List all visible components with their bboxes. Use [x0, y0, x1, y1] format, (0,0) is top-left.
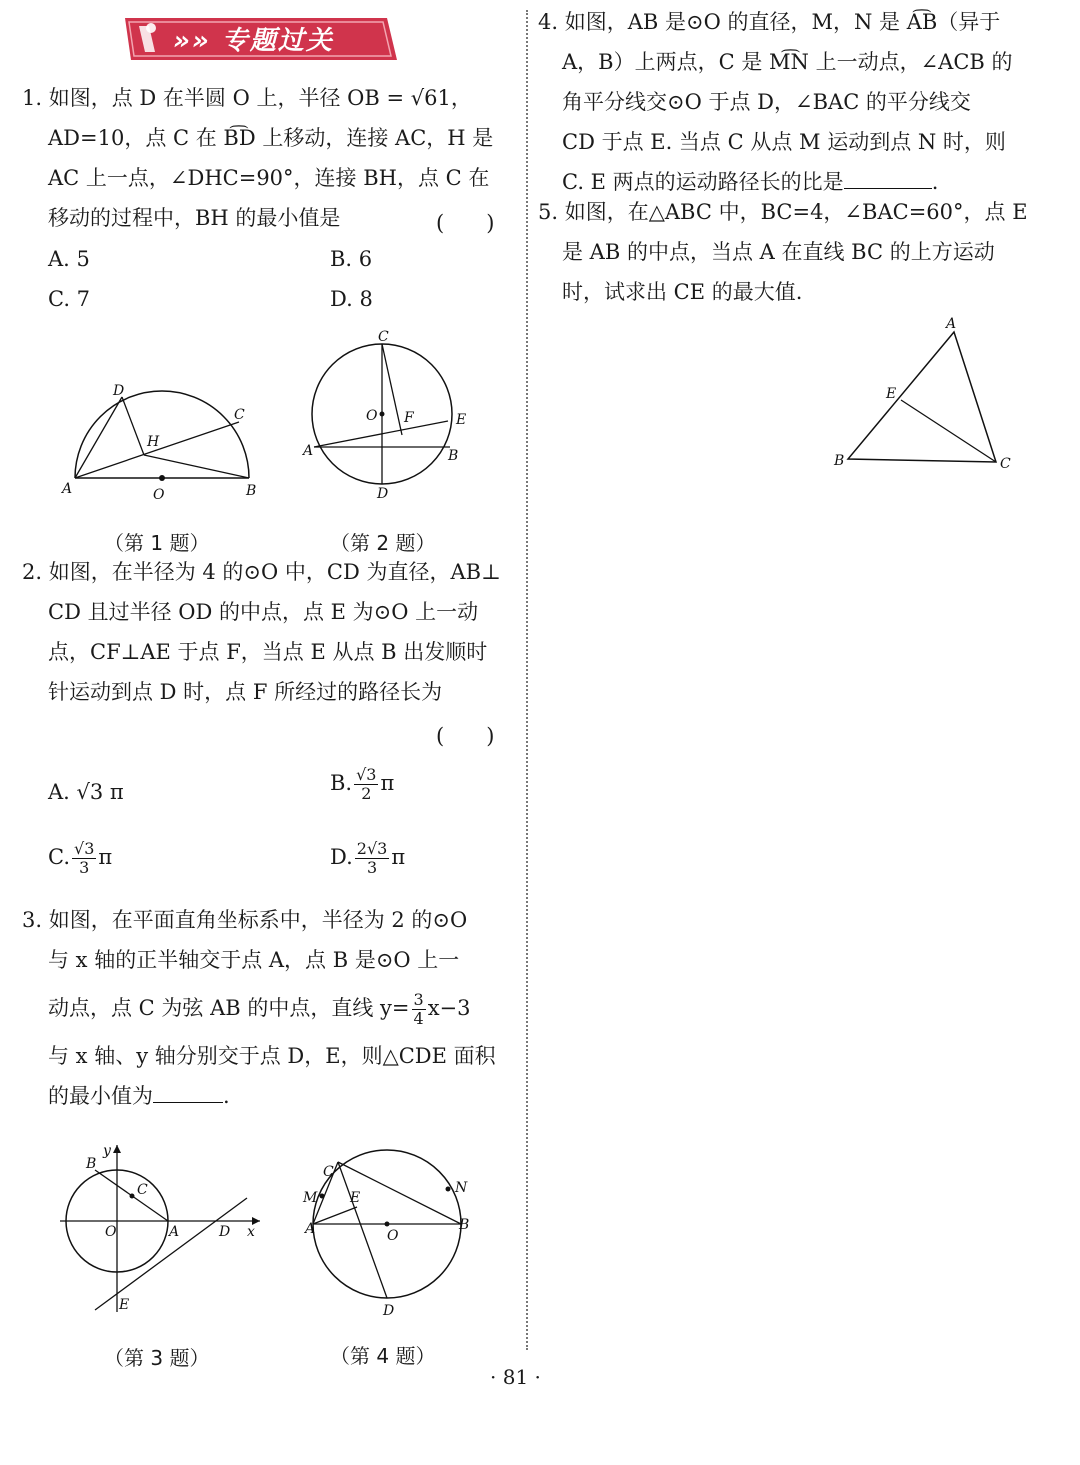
q2-line: 针运动到点 D 时，点 F 所经过的路径长为 — [48, 680, 443, 704]
q3-slope-den: 4 — [413, 1009, 424, 1028]
q2-option-b-den: 2 — [361, 784, 372, 803]
q1-line: 移动的过程中，BH 的最小值是 — [48, 206, 341, 230]
q4-line: A，B）上两点，C 是 M͡N 上一动点，∠ACB 的 — [562, 50, 1013, 74]
fig4-caption: （第 4 题） — [330, 1344, 436, 1368]
fig1-label-C: C — [234, 407, 245, 423]
q5-line: 是 AB 的中点，当点 A 在直线 BC 的上方运动 — [562, 240, 995, 264]
fig3-label-C: C — [137, 1182, 148, 1198]
fig4-label-N: N — [455, 1180, 468, 1196]
fig5-label-C: C — [1000, 456, 1011, 472]
q4-answer-blank[interactable] — [844, 188, 932, 189]
q2-line: 点，CF⊥AE 于点 F，当点 E 从点 B 出发顺时 — [48, 640, 488, 664]
fig3-label-D: D — [219, 1224, 231, 1240]
section-banner — [125, 14, 397, 87]
fig4-label-C: C — [323, 1164, 334, 1180]
q2-line: CD 且过半径 OD 的中点，点 E 为⊙O 上一动 — [48, 600, 479, 624]
q5-line: 5. 如图，在△ABC 中，BC=4，∠BAC=60°，点 E — [538, 200, 1028, 224]
fig4-label-A: A — [305, 1221, 316, 1237]
q2-option-c-num: √3 — [74, 839, 95, 858]
fig4-label-O: O — [387, 1228, 399, 1244]
q4-line: 角平分线交⊙O 于点 D，∠BAC 的平分线交 — [562, 90, 971, 114]
q4-line5-end: . — [931, 170, 939, 194]
q2-option-c-fraction — [72, 840, 96, 877]
q2-option-d-den: 3 — [366, 858, 378, 877]
q3-line3-suffix: x−3 — [427, 996, 471, 1020]
q4-line5: C. E 两点的运动路径长的比是 — [562, 170, 844, 194]
q3-line: 与 x 轴、y 轴分别交于点 D，E，则△CDE 面积 — [48, 1044, 496, 1068]
question-5 — [538, 192, 1068, 312]
question-4 — [538, 2, 1068, 202]
fig2-label-D: D — [377, 486, 389, 502]
q1-answer-paren: ( ) — [436, 211, 495, 235]
q1-option-a: A. 5 — [48, 247, 90, 271]
banner-title: »» 专题过关 ««« — [173, 26, 334, 87]
question-3 — [22, 900, 517, 1116]
q3-answer-blank[interactable] — [153, 1102, 223, 1103]
q4-line: 4. 如图，AB 是⊙O 的直径，M，N 是 A͡B（异于 — [538, 10, 1001, 34]
q1-option-d: D. 8 — [330, 287, 373, 311]
q3-line3-prefix: 动点，点 C 为弦 AB 的中点，直线 y= — [48, 996, 410, 1020]
q2-option-d — [330, 840, 405, 877]
q2-option-d-pi: π — [391, 845, 406, 869]
q2-option-b-letter: B. — [330, 771, 353, 795]
fig1-caption: （第 1 题） — [104, 531, 210, 555]
q1-option-b: B. 6 — [330, 247, 373, 271]
fig4-label-M: M — [303, 1190, 318, 1206]
fig3-label-y: y — [103, 1143, 111, 1159]
q3-slope-num: 3 — [413, 990, 424, 1009]
q2-option-c — [48, 840, 112, 877]
q3-line — [22, 980, 517, 1036]
q2-option-b-num: √3 — [356, 765, 377, 784]
fig4-label-E: E — [350, 1190, 361, 1206]
q2-answer-paren: ( ) — [436, 724, 495, 748]
q2-option-d-fraction — [355, 840, 390, 877]
q4-line: CD 于点 E. 当点 C 从点 M 运动到点 N 时，则 — [562, 130, 1006, 154]
fig5-label-B: B — [834, 453, 845, 469]
q1-option-c: C. 7 — [48, 287, 91, 311]
q3-line5-end: . — [223, 1084, 230, 1108]
fig2-label-A: A — [303, 443, 314, 459]
fig2-caption: （第 2 题） — [330, 531, 436, 555]
fig3-label-x: x — [247, 1224, 255, 1240]
fig5-label-E: E — [886, 386, 897, 402]
q5-line: 时，试求出 CE 的最大值. — [562, 280, 803, 304]
fig3-label-A: A — [169, 1224, 180, 1240]
q2-option-d-letter: D. — [330, 845, 353, 869]
figure-1-semicircle — [55, 375, 270, 510]
q2-option-b-fraction — [354, 766, 378, 803]
fig2-label-C: C — [378, 329, 389, 345]
question-2 — [22, 552, 512, 712]
q3-slope-fraction — [412, 991, 426, 1028]
fig2-label-F: F — [404, 410, 414, 426]
figure-4-circle — [295, 1145, 485, 1320]
fig3-label-B: B — [86, 1156, 97, 1172]
column-divider — [526, 10, 528, 1350]
figure-2-circle — [300, 325, 480, 505]
fig4-label-B: B — [459, 1217, 470, 1233]
figure-5-triangle — [828, 312, 1018, 474]
fig2-label-O: O — [366, 408, 378, 424]
fig4-label-D: D — [383, 1303, 395, 1319]
page-number: · 81 · — [490, 1365, 541, 1389]
fig1-label-H: H — [147, 434, 160, 450]
fig3-caption: （第 3 题） — [104, 1346, 210, 1370]
q2-option-b — [330, 766, 394, 803]
q2-option-d-num: 2√3 — [356, 839, 388, 858]
fig2-label-E: E — [456, 412, 467, 428]
figure-3-coordinate-circle — [55, 1140, 270, 1320]
q2-option-c-den: 3 — [79, 858, 90, 877]
q2-option-a: A. √3 π — [48, 780, 124, 804]
q2-option-c-letter: C. — [48, 845, 70, 869]
fig1-label-O: O — [153, 487, 165, 503]
q2-line: 2. 如图，在半径为 4 的⊙O 中，CD 为直径，AB⊥ — [22, 560, 501, 584]
q1-line: 1. 如图，点 D 在半圆 O 上，半径 OB = √61， — [22, 86, 472, 110]
fig3-label-E: E — [119, 1297, 130, 1313]
fig1-label-D: D — [113, 383, 125, 399]
q1-line: AD=10，点 C 在 B͡D 上移动，连接 AC，H 是 — [48, 126, 494, 150]
fig3-label-O: O — [105, 1224, 117, 1240]
q3-line5: 的最小值为 — [48, 1084, 153, 1108]
q1-line: AC 上一点，∠DHC=90°，连接 BH，点 C 在 — [48, 166, 490, 190]
q2-option-b-pi: π — [380, 771, 395, 795]
q2-option-c-pi: π — [98, 845, 113, 869]
fig2-label-B: B — [448, 448, 459, 464]
q3-line: 与 x 轴的正半轴交于点 A，点 B 是⊙O 上一 — [48, 948, 460, 972]
q3-line — [22, 1076, 517, 1116]
fig1-label-A: A — [62, 481, 73, 497]
q3-line: 3. 如图，在平面直角坐标系中，半径为 2 的⊙O — [22, 908, 468, 932]
fig1-label-B: B — [246, 483, 257, 499]
fig5-label-A: A — [946, 316, 957, 332]
